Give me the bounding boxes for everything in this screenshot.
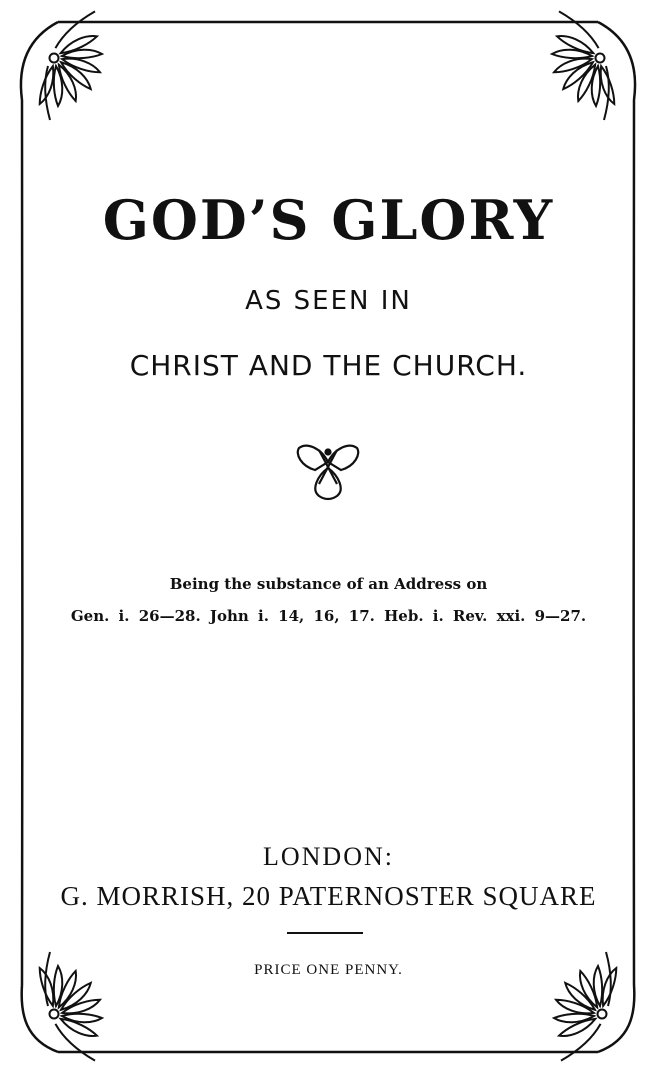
floral-ornament-icon xyxy=(293,440,363,502)
floral-corner-icon xyxy=(552,8,618,120)
description-line-2: Gen. i. 26—28. John i. 14, 16, 17. Heb. i. Rev. xxi. 9—27. xyxy=(70,607,587,625)
imprint-publisher: G. MORRISH, 20 PATERNOSTER SQUARE xyxy=(60,881,597,911)
subtitle-line-1: AS SEEN IN xyxy=(245,286,412,316)
price-label: PRICE ONE PENNY. xyxy=(254,962,403,978)
imprint-city: LONDON: xyxy=(263,842,394,871)
page-title: GOD’S GLORY xyxy=(102,188,555,252)
divider-rule xyxy=(287,932,363,934)
subtitle-line-2: CHRIST AND THE CHURCH. xyxy=(129,349,528,382)
floral-corner-icon xyxy=(36,8,102,120)
description-line-1: Being the substance of an Address on xyxy=(169,575,488,593)
